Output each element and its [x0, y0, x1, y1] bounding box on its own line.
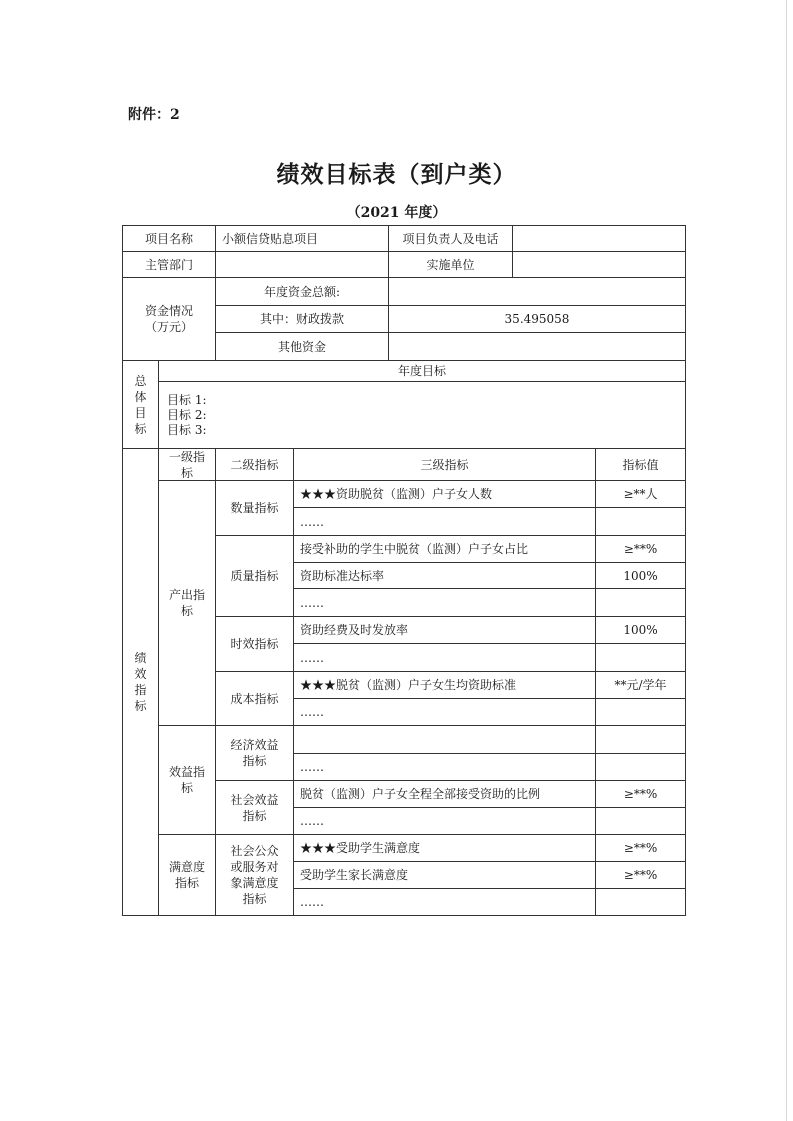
- economic-benefit-line: 指标: [242, 754, 267, 768]
- indicator-name: 脱贫（监测）户子女全程全部接受资助的比例: [300, 787, 541, 801]
- project-name-label: 项目名称: [144, 231, 193, 246]
- attachment-label: 附件：2: [128, 107, 180, 123]
- indicator-value: 100%: [623, 568, 658, 583]
- overall-goal-char: 总: [134, 373, 147, 388]
- goal-item: 目标 1:: [167, 393, 207, 407]
- annual-goal-header: 年度目标: [397, 364, 446, 378]
- indicator-name: ……: [300, 705, 324, 719]
- indicator-section-char: 指: [134, 683, 147, 697]
- indicator-name: 受助学生家长满意度: [300, 868, 409, 882]
- indicator-section-label: [123, 449, 158, 915]
- overall-goal-char: 目: [134, 405, 147, 420]
- table-rule: [158, 381, 686, 382]
- indicator-value: **元/学年: [614, 678, 667, 692]
- year-subtitle: （2021 年度）: [346, 205, 447, 221]
- table-rule: [512, 225, 513, 277]
- project-owner-label: 项目负责人及电话: [402, 231, 499, 246]
- funds-fiscal-label: 其中：财政拨款: [259, 312, 344, 326]
- page-title: 绩效目标表（到户类）: [276, 161, 517, 188]
- benefit-indicator-line: 标: [180, 781, 193, 795]
- benefit-indicator-line: 效益指: [168, 765, 205, 779]
- level3-header: 三级指标: [420, 457, 469, 472]
- indicator-section-char: 标: [134, 699, 147, 713]
- public-satisfaction-line: 象满意度: [230, 876, 279, 890]
- output-indicator-line: 产出指: [168, 588, 205, 602]
- satisfaction-indicator-line: 指标: [174, 876, 199, 890]
- goal-item: 目标 2:: [167, 408, 207, 422]
- timeliness-indicator-label: 时效指标: [230, 637, 279, 651]
- indicator-name: ★★★受助学生满意度: [300, 841, 421, 855]
- indicator-name: 资助经费及时发放率: [300, 623, 409, 637]
- benefit-indicator-label: [159, 726, 215, 834]
- indicator-name: ★★★资助脱贫（监测）户子女人数: [300, 487, 493, 501]
- funds-fiscal-value: 35.495058: [504, 312, 570, 326]
- quantity-indicator-label: 数量指标: [230, 501, 279, 515]
- value-header: 指标值: [622, 457, 659, 472]
- overall-goal-char: 体: [134, 389, 147, 404]
- funds-label: [123, 278, 215, 360]
- public-satisfaction-line: 社会公众: [230, 844, 279, 858]
- indicator-name: ★★★脱贫（监测）户子女生均资助标准: [300, 678, 517, 692]
- indicator-name: 接受补助的学生中脱贫（监测）户子女占比: [300, 542, 529, 556]
- level2-header: 二级指标: [230, 457, 279, 472]
- indicator-name: ……: [300, 760, 324, 774]
- indicator-value: 100%: [623, 623, 658, 637]
- indicator-value: ≥**%: [623, 868, 658, 882]
- indicator-section-char: 效: [134, 667, 147, 681]
- satisfaction-indicator-line: 满意度: [168, 860, 205, 874]
- indicator-value: ≥**%: [623, 787, 658, 801]
- satisfaction-indicator-label: [159, 835, 215, 915]
- output-indicator-label: [159, 481, 215, 725]
- indicator-name: ……: [300, 814, 324, 828]
- indicator-name: ……: [300, 514, 324, 529]
- funds-label-line: （万元）: [144, 320, 193, 334]
- indicator-name: ……: [300, 895, 324, 909]
- quality-indicator-label: 质量指标: [230, 569, 279, 583]
- public-satisfaction-line: 指标: [242, 892, 267, 906]
- indicator-value: ≥**%: [623, 841, 658, 855]
- overall-goal-label: [123, 361, 158, 448]
- indicator-name: [294, 726, 595, 753]
- overall-goal-char: 标: [134, 421, 147, 436]
- indicator-section-char: 绩: [134, 651, 147, 665]
- funds-label-line: 资金情况: [144, 304, 193, 318]
- project-name-value: 小额信贷贴息项目: [222, 231, 319, 246]
- social-benefit-label: [216, 781, 293, 834]
- public-satisfaction-label: [216, 835, 293, 915]
- cost-indicator-label: 成本指标: [230, 691, 279, 706]
- goal-list: [167, 393, 207, 438]
- output-indicator-line: 标: [180, 604, 193, 618]
- table-border-right: [685, 225, 686, 916]
- level1-header: [159, 449, 215, 480]
- goal-item: 目标 3:: [167, 423, 207, 437]
- department-label: 主管部门: [144, 257, 193, 272]
- indicator-name: 资助标准达标率: [300, 568, 385, 583]
- funds-total-label: 年度资金总额:: [263, 284, 341, 299]
- funds-other-label: 其他资金: [277, 339, 326, 354]
- indicator-name: ……: [300, 650, 324, 665]
- indicator-value: ≥**%: [623, 542, 658, 556]
- level1-header-line: 标: [180, 465, 193, 480]
- indicator-value: ≥**人: [623, 487, 658, 501]
- implementer-label: 实施单位: [426, 257, 475, 272]
- level1-header-line: 一级指: [168, 449, 205, 464]
- table-border-bottom: [122, 915, 686, 916]
- economic-benefit-label: [216, 726, 293, 780]
- social-benefit-line: 社会效益: [230, 792, 279, 807]
- social-benefit-line: 指标: [242, 808, 267, 823]
- economic-benefit-line: 经济效益: [230, 738, 279, 752]
- public-satisfaction-line: 或服务对: [230, 860, 279, 874]
- indicator-name: ……: [300, 595, 324, 610]
